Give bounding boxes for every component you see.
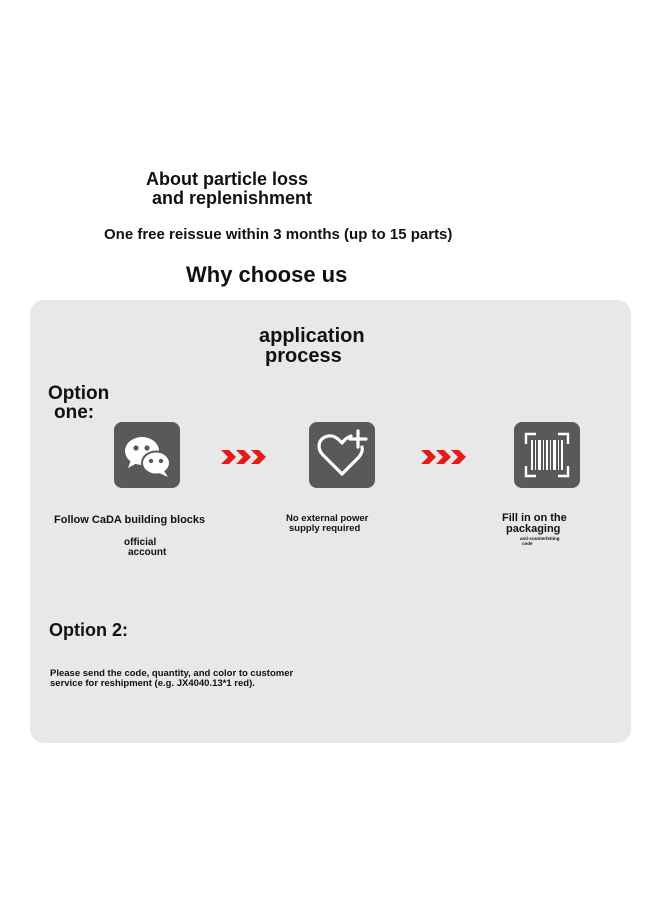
step-1-caption-sub-line-2: account	[128, 547, 167, 558]
barcode-icon	[514, 422, 580, 488]
chevron-arrows-icon	[220, 448, 268, 466]
process-heading-line-1: application	[259, 325, 365, 347]
step-3-small-line-2: code	[522, 541, 533, 546]
step-1-caption: Follow CaDA building blocks	[54, 514, 206, 526]
chevron-arrows-icon	[420, 448, 468, 466]
step-2-caption	[286, 514, 368, 534]
step-3-caption-line-2: packaging	[506, 523, 561, 535]
step-3-caption	[502, 513, 567, 535]
process-heading-line-2: process	[265, 345, 342, 367]
page-title	[146, 170, 312, 208]
option-two-label: Option 2:	[49, 620, 128, 640]
reissue-policy-text: One free reissue within 3 months (up to 15 parts)	[104, 226, 453, 243]
step-1-caption-sub-line-1: official	[124, 537, 157, 548]
step-2-caption-line-2: supply required	[289, 523, 361, 534]
why-choose-us-heading: Why choose us	[186, 262, 348, 287]
application-process-heading	[259, 326, 365, 366]
option-one-label	[48, 384, 109, 422]
option-two-note-line-1: Please send the code, quantity, and color to customer	[50, 668, 294, 679]
heart-plus-icon	[309, 422, 375, 488]
step-3-small-line-1: anti-counterfeiting	[520, 536, 560, 541]
step-2-caption-line-1: No external power	[286, 513, 369, 524]
step-1-caption-sub	[124, 538, 166, 558]
step-3-caption-line-1: Fill in on the	[502, 512, 567, 524]
wechat-icon	[114, 422, 180, 488]
option-one-line-1: Option	[48, 383, 110, 404]
title-line-2: and replenishment	[152, 188, 313, 208]
option-one-line-2: one:	[54, 402, 95, 423]
title-line-1: About particle loss	[146, 169, 309, 189]
option-two-note-line-2: service for reshipment (e.g. JX4040.13*1 red).	[50, 678, 255, 689]
step-3-caption-small	[520, 536, 560, 546]
option-two-instructions	[50, 669, 293, 689]
